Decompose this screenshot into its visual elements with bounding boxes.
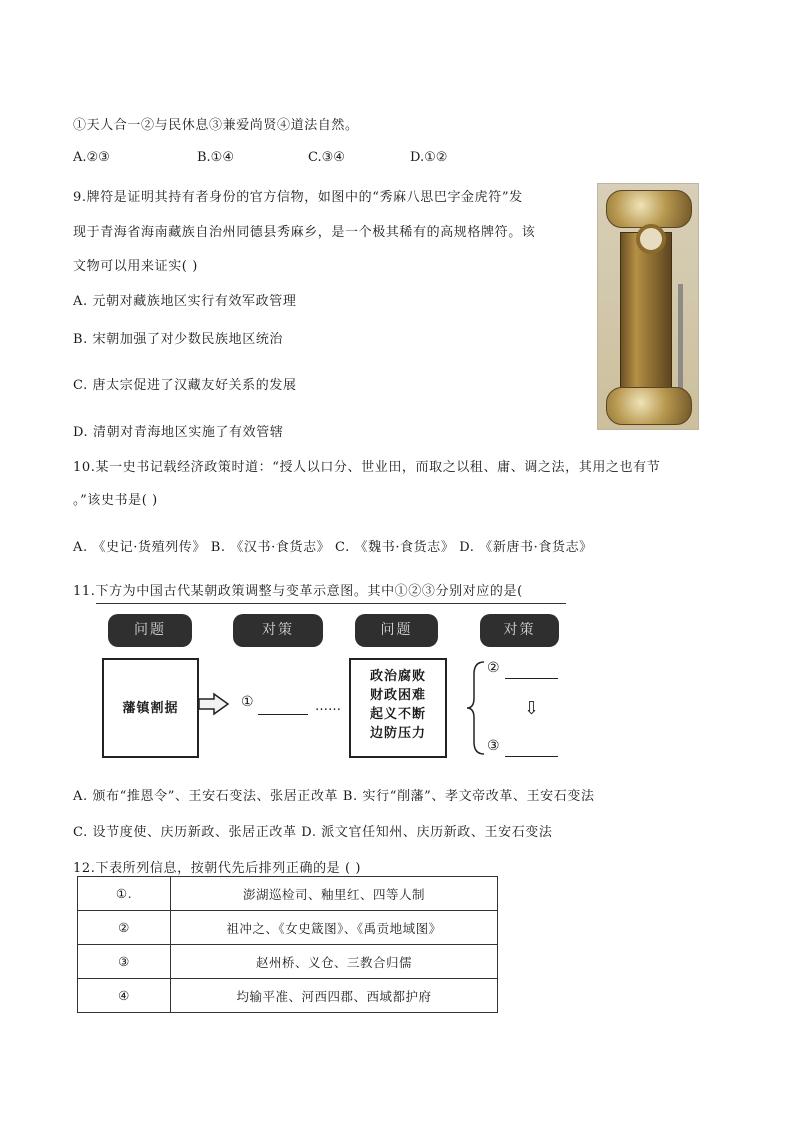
table-cell-content: 均输平准、河西四郡、西域都护府 bbox=[171, 979, 498, 1013]
diagram-blank-2-label: ② bbox=[487, 660, 500, 676]
box2-line-1: 政治腐败 bbox=[369, 669, 426, 684]
q8-option-d: D.①② bbox=[410, 150, 448, 165]
diagram-blank-1-label: ① bbox=[241, 694, 254, 710]
q12-table bbox=[77, 876, 498, 1013]
statements-line: ①天人合一②与民休息③兼爱尚贤④道法自然。 bbox=[73, 118, 359, 133]
q9-option-a: A. 元朝对藏族地区实行有效军政管理 bbox=[73, 294, 297, 309]
diagram-box-problem-1-text: 藩镇割据 bbox=[122, 701, 179, 716]
table-row bbox=[78, 979, 498, 1013]
table-cell-content: 赵州桥、义仓、三教合归儒 bbox=[171, 945, 498, 979]
diagram-blank-3-line bbox=[505, 756, 558, 757]
q8-option-b: B.①④ bbox=[197, 150, 234, 165]
q11-options-line1: A. 颁布“推恩令”、王安石变法、张居正改革 B. 实行“削藩”、孝文帝改革、王安石变法 bbox=[73, 789, 595, 804]
table-row bbox=[78, 877, 498, 911]
q9-stem-line1: 9.牌符是证明其持有者身份的官方信物，如图中的“秀麻八思巴字金虎符”发 bbox=[73, 190, 523, 205]
q11-stem: 11.下方为中国古代某朝政策调整与变革示意图。其中①②③分别对应的是( bbox=[73, 584, 523, 599]
table-cell-num: ①. bbox=[78, 877, 171, 911]
q9-option-b: B. 宋朝加强了对少数民族地区统治 bbox=[73, 332, 284, 347]
diagram-dots: …… bbox=[315, 699, 341, 714]
diagram-brace bbox=[466, 660, 488, 756]
golden-tiger-tally-photo bbox=[597, 183, 699, 430]
box2-line-2: 财政困难 bbox=[369, 688, 426, 703]
q8-option-c: C.③④ bbox=[308, 150, 345, 165]
box2-line-3: 起义不断 bbox=[369, 707, 426, 722]
table-cell-num: ② bbox=[78, 911, 171, 945]
diagram-header-problem-2: 问题 bbox=[355, 614, 438, 647]
diagram-blank-3-label: ③ bbox=[487, 738, 500, 754]
table-row bbox=[78, 911, 498, 945]
table-cell-content: 澎湖巡检司、釉里红、四等人制 bbox=[171, 877, 498, 911]
diagram-down-arrow-icon: ⇩ bbox=[524, 698, 540, 719]
diagram-header-measure-2: 对策 bbox=[480, 614, 559, 647]
diagram-blank-1-line bbox=[258, 714, 308, 715]
q9-option-c: C. 唐太宗促进了汉藏友好关系的发展 bbox=[73, 378, 297, 393]
diagram-top-rule bbox=[96, 603, 566, 604]
q10-options: A. 《史记·货殖列传》 B. 《汉书·食货志》 C. 《魏书·食货志》 D. 《新唐书·食货志》 bbox=[73, 540, 593, 555]
table-cell-num: ④ bbox=[78, 979, 171, 1013]
table-cell-content: 祖冲之、《女史箴图》、《禹贡地域图》 bbox=[171, 911, 498, 945]
q8-option-a: A.②③ bbox=[73, 150, 110, 165]
q9-stem-line3: 文物可以用来证实( ) bbox=[73, 259, 198, 274]
q10-stem-line1: 10.某一史书记载经济政策时道：“授人以口分、世业田，而取之以租、庸、调之法，其用之也有节 bbox=[73, 460, 661, 475]
q10-stem-line2: 。”该史书是( ) bbox=[73, 493, 158, 508]
box2-line-4: 边防压力 bbox=[369, 726, 426, 741]
q9-stem-line2: 现于青海省海南藏族自治州同德县秀麻乡，是一个极其稀有的高规格牌符。该 bbox=[73, 225, 536, 240]
q11-options-line2: C. 设节度使、庆历新政、张居正改革 D. 派文官任知州、庆历新政、王安石变法 bbox=[73, 825, 553, 840]
table-row bbox=[78, 945, 498, 979]
diagram-blank-2-line bbox=[505, 678, 558, 679]
diagram-arrow-right bbox=[198, 692, 230, 716]
diagram-box-problem-2-text bbox=[349, 667, 447, 743]
table-cell-num: ③ bbox=[78, 945, 171, 979]
diagram-header-measure-1: 对策 bbox=[233, 614, 323, 647]
q9-option-d: D. 清朝对青海地区实施了有效管辖 bbox=[73, 425, 284, 440]
diagram-header-problem-1: 问题 bbox=[108, 614, 192, 647]
q12-stem: 12.下表所列信息，按朝代先后排列正确的是 ( ) bbox=[73, 861, 362, 876]
